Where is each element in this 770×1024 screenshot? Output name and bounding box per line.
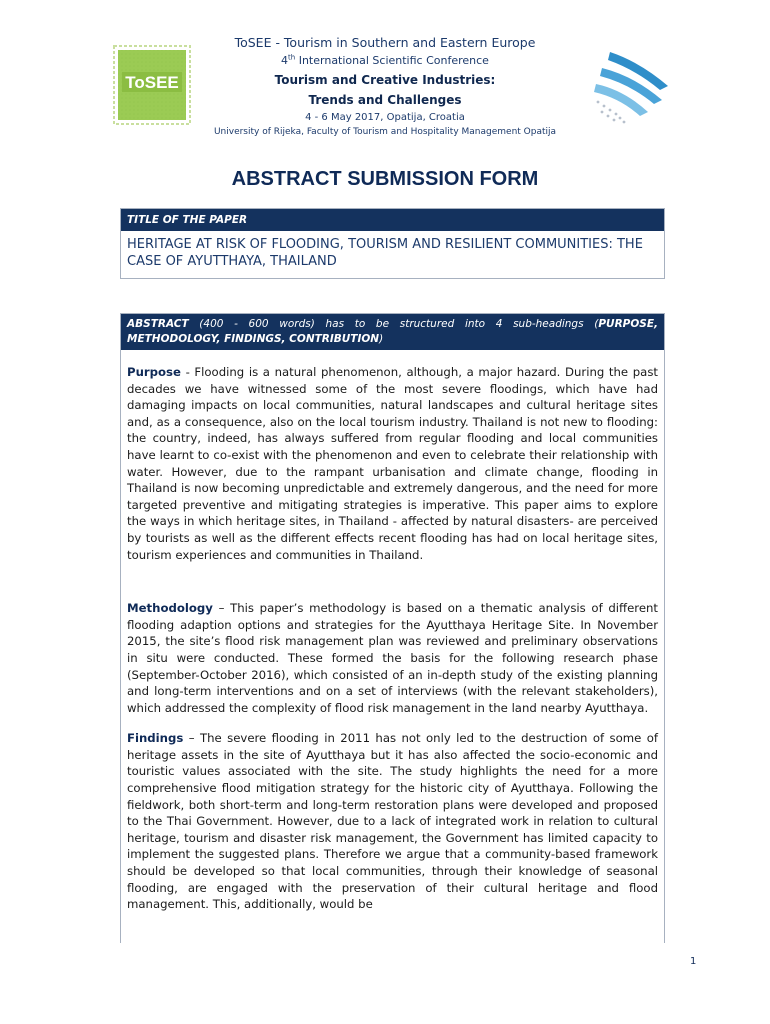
abstract-instructions: ABSTRACT (400 - 600 words) has to be structured into 4 sub-headings (PURPOSE, METHODOLOGY, FINDINGS, CONTRIBUTION) <box>121 314 664 350</box>
paper-title-label: TITLE OF THE PAPER <box>121 209 664 231</box>
methodology-heading: Methodology <box>127 601 213 616</box>
logo-text: ToSEE <box>125 73 179 92</box>
methodology-paragraph: Methodology – This paper’s methodology is based on a thematic analysis of different flooding adaption options and strategies for the Ayutthaya Heritage Site. In November 2015, the site’s flood risk management plan was reviewed and preliminary observations in situ were conducted. These formed the basis for the following research phase (September-October 2016), which consisted of an in-depth study of the existing planning and long-term interventions and on a set of interviews (with the relevant stakeholders), which addressed the complexity of flood risk management in the land nearby Ayutthaya. <box>127 601 658 715</box>
conference-series: ToSEE - Tourism in Southern and Eastern Europe <box>234 35 536 50</box>
conference-theme: Tourism and Creative Industries: <box>274 73 496 87</box>
conference-date: 4 - 6 May 2017, Opatija, Croatia <box>305 112 465 123</box>
purpose-paragraph: Purpose - Flooding is a natural phenomenon, although, a major hazard. During the past decades we have witnessed some of the most severe floodings, which have had damaging impacts on local communities, natural landscapes and cultural heritage sites and, as a consequence, also on the local tourism industry. Thailand is not new to flooding: the country, indeed, has always suffered from regular flooding and local communities have learnt to co-exist with the phenomenon and even to celebrate their relationship with water. However, due to the rampant urbanisation and climate change, flooding in Thailand is now becoming unpredictable and extremely dangerous, and the need for more targeted preventive and mitigating strategies is imperative. This paper aims to explore the ways in which heritage sites, in Thailand - affected by natural disasters- are perceived by tourists as well as the different effects recent flooding has had on local heritage sites, tourism experiences and communities in Thailand. <box>127 365 658 562</box>
page-number: 1 <box>690 956 697 967</box>
purpose-heading: Purpose <box>127 365 181 379</box>
conference-header <box>0 34 770 140</box>
conference-subtheme: Trends and Challenges <box>308 93 462 107</box>
form-title: ABSTRACT SUBMISSION FORM <box>231 168 539 190</box>
findings-heading: Findings <box>127 731 184 746</box>
conference-edition: 4th International Scientific Conference <box>281 53 489 67</box>
paper-title-box <box>120 208 665 279</box>
findings-paragraph: Findings – The severe flooding in 2011 has not only led to the destruction of some of heritage assets in the site of Ayutthaya but it has also affected the socio-economic and touristic values associated with the site. The study highlights the need for a more comprehensive flood mitigation strategy for the historic city of Ayutthaya. Following the fieldwork, both short-term and long-term restoration plans were developed and proposed to the Thai Government. However, due to a lack of integrated work in relation to cultural heritage, tourism and disaster risk management, the Government has limited capacity to implement the suggested plans. Therefore we argue that a community-based framework should be developed so that local communities, through their knowledge of seasonal flooding, are engaged with the preservation of their cultural heritage and flood management. This, additionally, would be <box>127 731 658 912</box>
abstract-box <box>120 313 665 943</box>
paper-title-value: HERITAGE AT RISK OF FLOODING, TOURISM AND RESILIENT COMMUNITIES: THE CASE OF AYUTTHAYA, THAILAND <box>127 237 643 269</box>
conference-organizer: University of Rijeka, Faculty of Tourism and Hospitality Management Opatija <box>213 127 557 137</box>
